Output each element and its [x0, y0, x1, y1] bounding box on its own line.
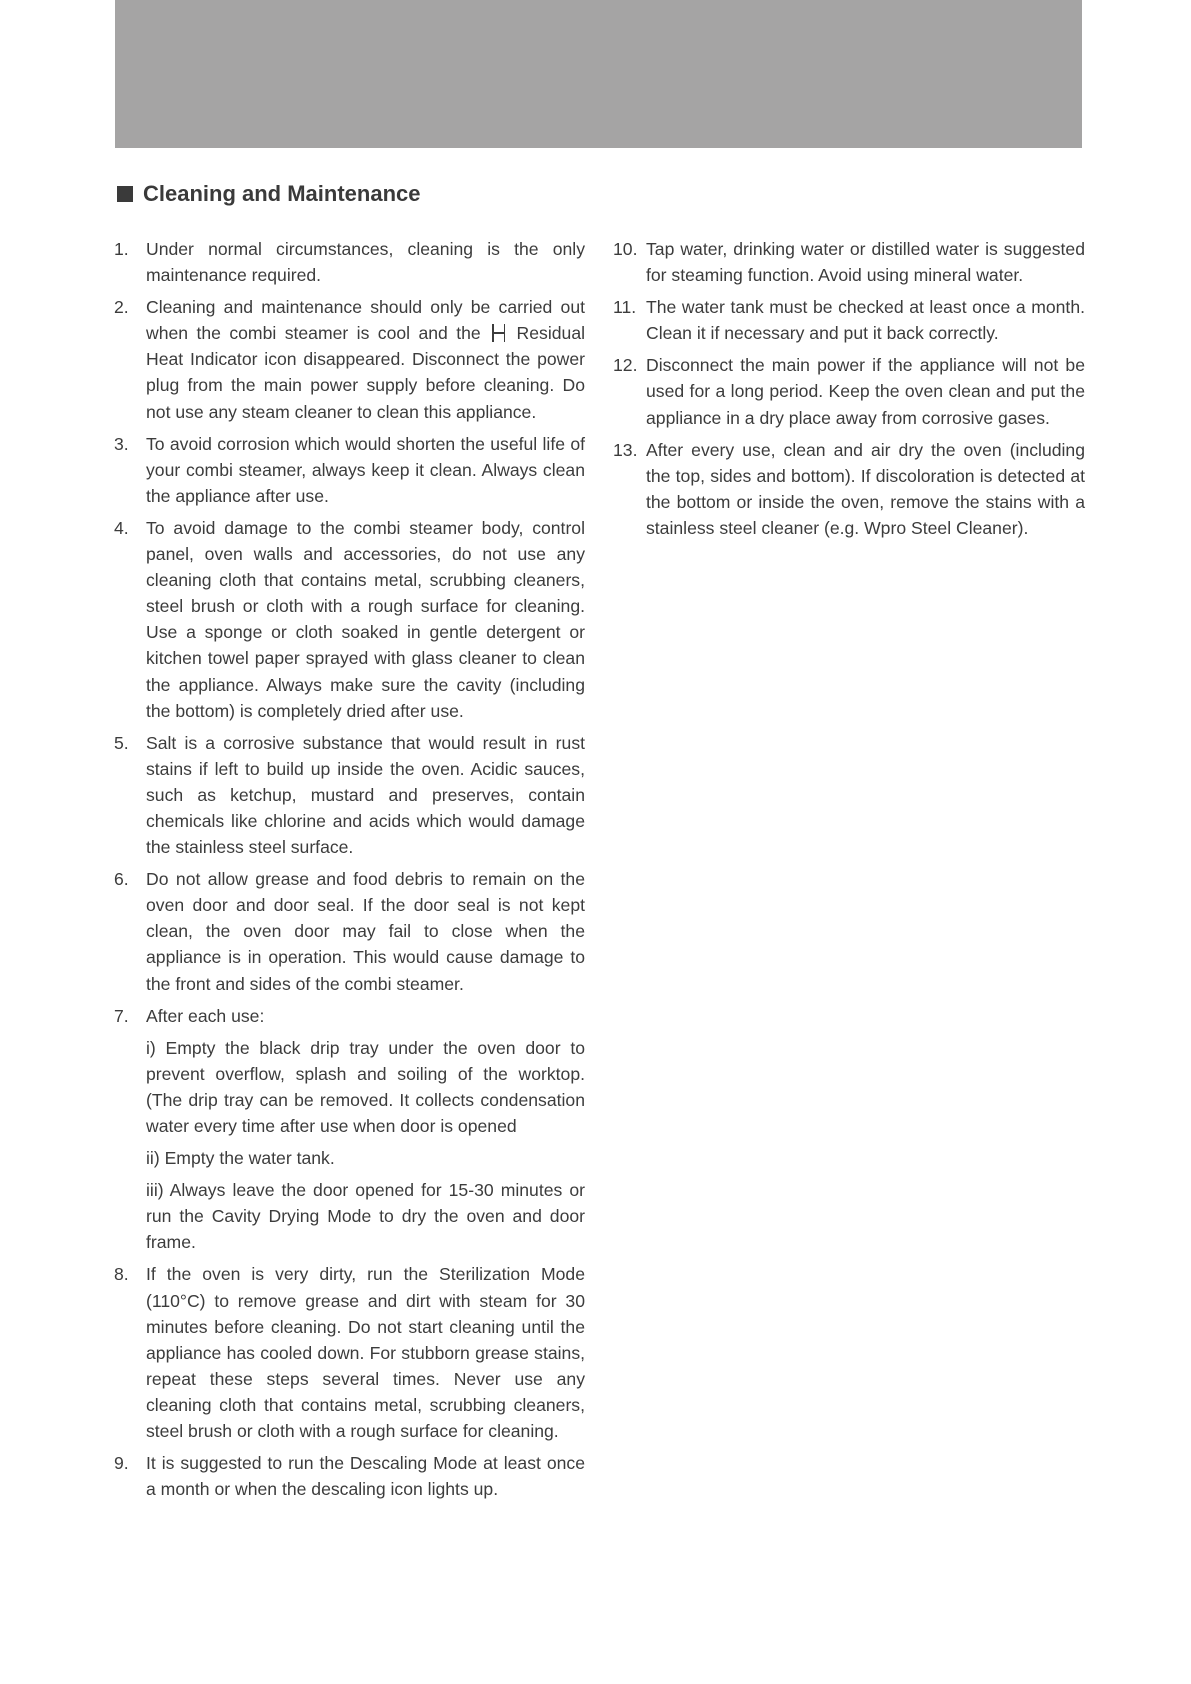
right-column: [613, 236, 1085, 547]
list-item: [613, 352, 1085, 430]
item-text: After every use, clean and air dry the oven (including the top, sides and bottom). If discoloration is detected at the bottom or inside the oven, remove the stains with a stainless steel cleaner (e.g. Wpro Steel Cleaner).: [646, 439, 1085, 538]
item-text: Under normal circumstances, cleaning is the only maintenance required.: [146, 239, 585, 286]
item-number: 11.: [613, 297, 637, 318]
item-text-part: Residual Heat Indicator icon disappeared. Disconnect the power plug from the main power supply before cleaning. Do not use any steam cleaner to clean this appliance.: [146, 323, 586, 422]
item-number: 5.: [114, 732, 129, 753]
item-text: [146, 294, 585, 424]
item-number: 1.: [114, 239, 129, 259]
item-subtext: i) Empty the black drip tray under the oven door to prevent overflow, splash and soiling of the worktop. (The drip tray can be removed. It collects condensation water every time after use when door is opened: [146, 1037, 585, 1136]
item-text: Tap water, drinking water or distilled water is suggested for steaming function. Avoid using mineral water.: [646, 239, 1085, 286]
left-column: [114, 236, 585, 1508]
item-number: 12.: [613, 355, 638, 376]
item-number: 8.: [114, 1264, 129, 1285]
residual-heat-indicator-icon: [491, 324, 506, 342]
header-band: [115, 0, 1082, 148]
square-bullet-icon: [117, 186, 133, 202]
list-item: [114, 730, 585, 860]
list-item: [613, 294, 1085, 346]
list-item: [114, 866, 585, 996]
item-text: To avoid corrosion which would shorten the useful life of your combi steamer, always keep it clean. Always clean the appliance after use.: [146, 433, 585, 506]
item-subtext: ii) Empty the water tank.: [146, 1148, 335, 1169]
item-text: Disconnect the main power if the appliance will not be used for a long period. Keep the oven clean and put the appliance in a dry place away from corrosive gases.: [646, 355, 1085, 428]
item-text: Salt is a corrosive substance that would result in rust stains if left to build up inside the oven. Acidic sauces, such as ketchup, mustard and preserves, contain chemicals like chlorine and acids which would damage the stainless steel surface.: [146, 732, 585, 858]
list-item: [114, 431, 585, 509]
item-number: 13.: [613, 439, 638, 460]
list-item: [613, 236, 1085, 288]
item-number: 2.: [114, 297, 129, 318]
item-text: After each use:: [146, 1005, 265, 1026]
item-text-part: Cleaning and maintenance should only be carried out when the combi steamer is cool and the: [146, 297, 585, 344]
item-text: If the oven is very dirty, run the Sterilization Mode (110°C) to remove grease and dirt with steam for 30 minutes before cleaning. Do not start cleaning until the appliance has cooled down. For stubborn grease stains, repeat these steps several times. Never use any cleaning cloth that contains metal, scrubbing cleaners, steel brush or cloth with a rough surface for cleaning.: [146, 1264, 585, 1442]
item-subtext: iii) Always leave the door opened for 15-30 minutes or run the Cavity Drying Mode to dry the oven and door frame.: [146, 1180, 585, 1253]
list-item: [114, 1261, 585, 1444]
item-number: 9.: [114, 1453, 129, 1474]
section-title-text: Cleaning and Maintenance: [143, 181, 421, 206]
list-item: [613, 437, 1085, 541]
list-item: [114, 515, 585, 724]
item-text: The water tank must be checked at least once a month. Clean it if necessary and put it back correctly.: [646, 297, 1085, 344]
item-number: 6.: [114, 869, 129, 890]
item-number: 3.: [114, 433, 129, 454]
list-item: [114, 294, 585, 424]
item-number: 4.: [114, 517, 129, 538]
list-item: [114, 236, 585, 288]
list-item: [114, 1003, 585, 1256]
section-title: [117, 181, 421, 207]
list-item: [114, 1450, 585, 1502]
item-text: It is suggested to run the Descaling Mode at least once a month or when the descaling icon lights up.: [146, 1453, 585, 1500]
item-number: 7.: [114, 1005, 129, 1026]
item-text: To avoid damage to the combi steamer body, control panel, oven walls and accessories, do not use any cleaning cloth that contains metal, scrubbing cleaners, steel brush or cloth with a rough surface for cleaning. Use a sponge or cloth soaked in gentle detergent or kitchen towel paper sprayed with glass cleaner to clean the appliance. Always make sure the cavity (including the bottom) is completely dried after use.: [146, 517, 585, 721]
item-text: Do not allow grease and food debris to remain on the oven door and door seal. If the door seal is not kept clean, the oven door may fail to close when the appliance is in operation. This would cause damage to the front and sides of the combi steamer.: [146, 869, 585, 994]
item-number: 10.: [613, 239, 638, 259]
